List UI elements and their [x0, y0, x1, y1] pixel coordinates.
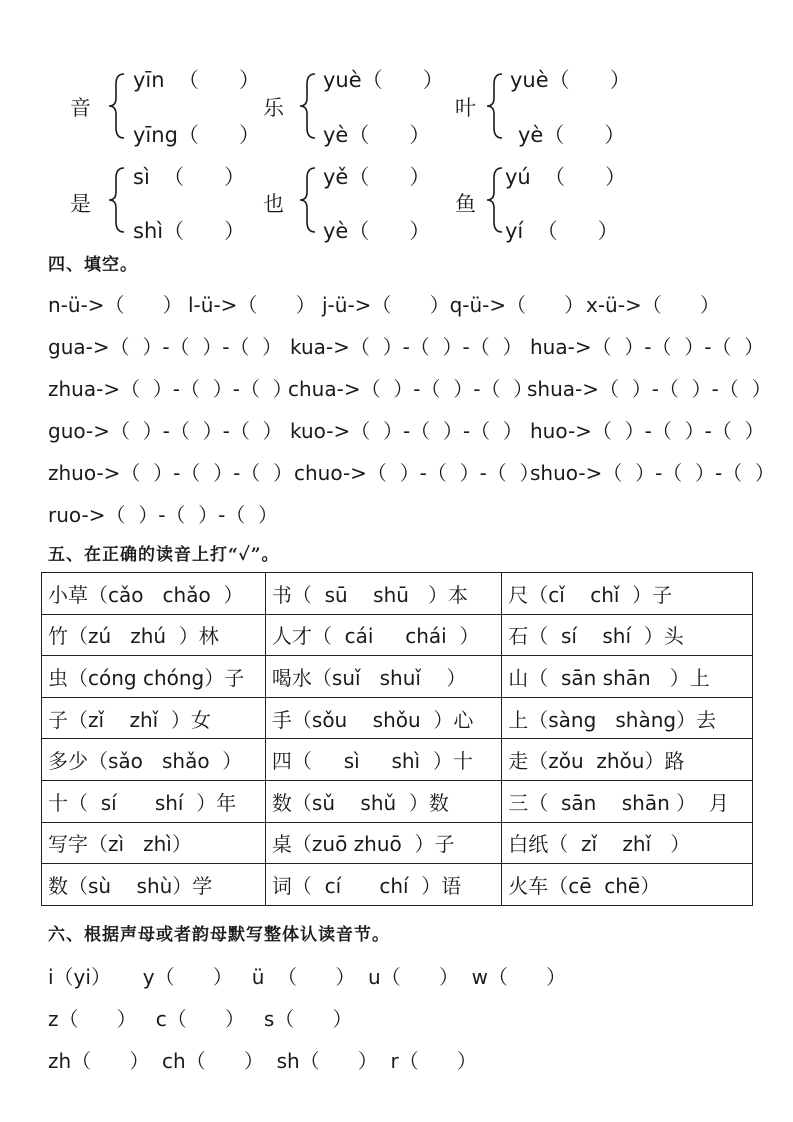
table-cell: 多少（sǎo shǎo ） [42, 739, 266, 781]
table-row [42, 864, 753, 906]
curly-brace-icon [106, 72, 128, 140]
fill-row: zh（ ） ch（ ） sh（ ） r（ ） [48, 1049, 477, 1073]
fill-item: l-ü->（ ） [188, 293, 316, 317]
table-row [42, 780, 753, 822]
table-cell: 子（zǐ zhǐ ）女 [42, 697, 266, 739]
polyphone-top: yīn （ ） [133, 68, 260, 92]
table-cell: 书（ sū shū ）本 [265, 573, 501, 615]
polyphone-bottom: yí （ ） [505, 219, 619, 243]
fill-item: x-ü->（ ） [586, 293, 720, 317]
table-cell: 写字（zì zhì） [42, 822, 266, 864]
polyphone-top: yě（ ） [323, 165, 431, 189]
fill-item: zhuo->（ ）-（ ）-（ ） [48, 461, 294, 485]
section-4-title: 四、填空。 [48, 255, 138, 275]
table-cell: 词（ cí chí ）语 [265, 864, 501, 906]
table-cell: 竹（zú zhú ）林 [42, 614, 266, 656]
table-row [42, 614, 753, 656]
polyphone-bottom: yè（ ） [518, 123, 626, 147]
fill-item: n-ü->（ ） [48, 293, 183, 317]
fill-item: kua->（ ）-（ ）-（ ） [290, 335, 523, 359]
fill-item: guo->（ ）-（ ）-（ ） [48, 419, 283, 443]
polyphone-bottom: yīng（ ） [133, 123, 260, 147]
table-cell: 尺（cǐ chǐ ）子 [502, 573, 753, 615]
table-row [42, 656, 753, 698]
curly-brace-icon [297, 166, 319, 234]
polyphone-char: 音 [70, 96, 91, 120]
polyphone-top: yuè（ ） [323, 68, 444, 92]
fill-item: j-ü->（ ）q-ü->（ ） [322, 293, 585, 317]
fill-row: i（yi） y（ ） ü （ ） u（ ） w（ ） [48, 965, 567, 989]
table-cell: 走（zǒu zhǒu）路 [502, 739, 753, 781]
table-cell: 白纸（ zǐ zhǐ ） [502, 822, 753, 864]
table-cell: 人才（ cái chái ） [265, 614, 501, 656]
tone-table [41, 572, 753, 906]
table-row [42, 739, 753, 781]
section-6-title: 六、根据声母或者韵母默写整体认读音节。 [48, 925, 390, 945]
curly-brace-icon [106, 166, 128, 234]
table-cell: 喝水（suǐ shuǐ ） [265, 656, 501, 698]
table-row [42, 573, 753, 615]
fill-item: shua->（ ）-（ ）-（ ） [527, 377, 772, 401]
table-row [42, 697, 753, 739]
table-row [42, 822, 753, 864]
curly-brace-icon [484, 72, 506, 140]
table-cell: 虫（cóng chóng）子 [42, 656, 266, 698]
fill-item: shuo->（ ）-（ ）-（ ） [530, 461, 775, 485]
table-cell: 数（sù shù）学 [42, 864, 266, 906]
table-cell: 桌（zuō zhuō ）子 [265, 822, 501, 864]
polyphone-bottom: shì（ ） [133, 219, 246, 243]
fill-item: ruo->（ ）-（ ）-（ ） [48, 503, 279, 527]
table-cell: 山（ sān shān ）上 [502, 656, 753, 698]
fill-item: gua->（ ）-（ ）-（ ） [48, 335, 283, 359]
table-cell: 石（ sí shí ）头 [502, 614, 753, 656]
fill-item: chua->（ ）-（ ）-（ ） [288, 377, 534, 401]
fill-item: chuo->（ ）-（ ）-（ ） [294, 461, 540, 485]
table-cell: 小草（cǎo chǎo ） [42, 573, 266, 615]
polyphone-char: 也 [263, 192, 284, 216]
polyphone-top: yuè（ ） [510, 68, 631, 92]
curly-brace-icon [297, 72, 319, 140]
polyphone-char: 叶 [455, 96, 476, 120]
fill-item: zhua->（ ）-（ ）-（ ） [48, 377, 293, 401]
table-cell: 三（ sān shān ） 月 [502, 780, 753, 822]
fill-item: hua->（ ）-（ ）-（ ） [530, 335, 765, 359]
polyphone-bottom: yè（ ） [323, 123, 431, 147]
fill-row: z（ ） c（ ） s（ ） [48, 1007, 353, 1031]
table-cell: 手（sǒu shǒu ）心 [265, 697, 501, 739]
curly-brace-icon [484, 166, 506, 234]
table-cell: 火车（cē chē） [502, 864, 753, 906]
fill-item: huo->（ ）-（ ）-（ ） [530, 419, 765, 443]
polyphone-char: 是 [70, 192, 91, 216]
table-cell: 上（sàng shàng）去 [502, 697, 753, 739]
section-5-title: 五、在正确的读音上打“✓”。 [48, 545, 280, 565]
table-cell: 十（ sí shí ）年 [42, 780, 266, 822]
polyphone-char: 鱼 [455, 192, 476, 216]
polyphone-bottom: yè（ ） [323, 219, 431, 243]
polyphone-char: 乐 [263, 96, 284, 120]
polyphone-top: sì （ ） [133, 165, 246, 189]
table-cell: 数（sǔ shǔ ）数 [265, 780, 501, 822]
fill-item: kuo->（ ）-（ ）-（ ） [290, 419, 523, 443]
table-cell: 四（ sì shì ）十 [265, 739, 501, 781]
polyphone-top: yú （ ） [505, 165, 627, 189]
